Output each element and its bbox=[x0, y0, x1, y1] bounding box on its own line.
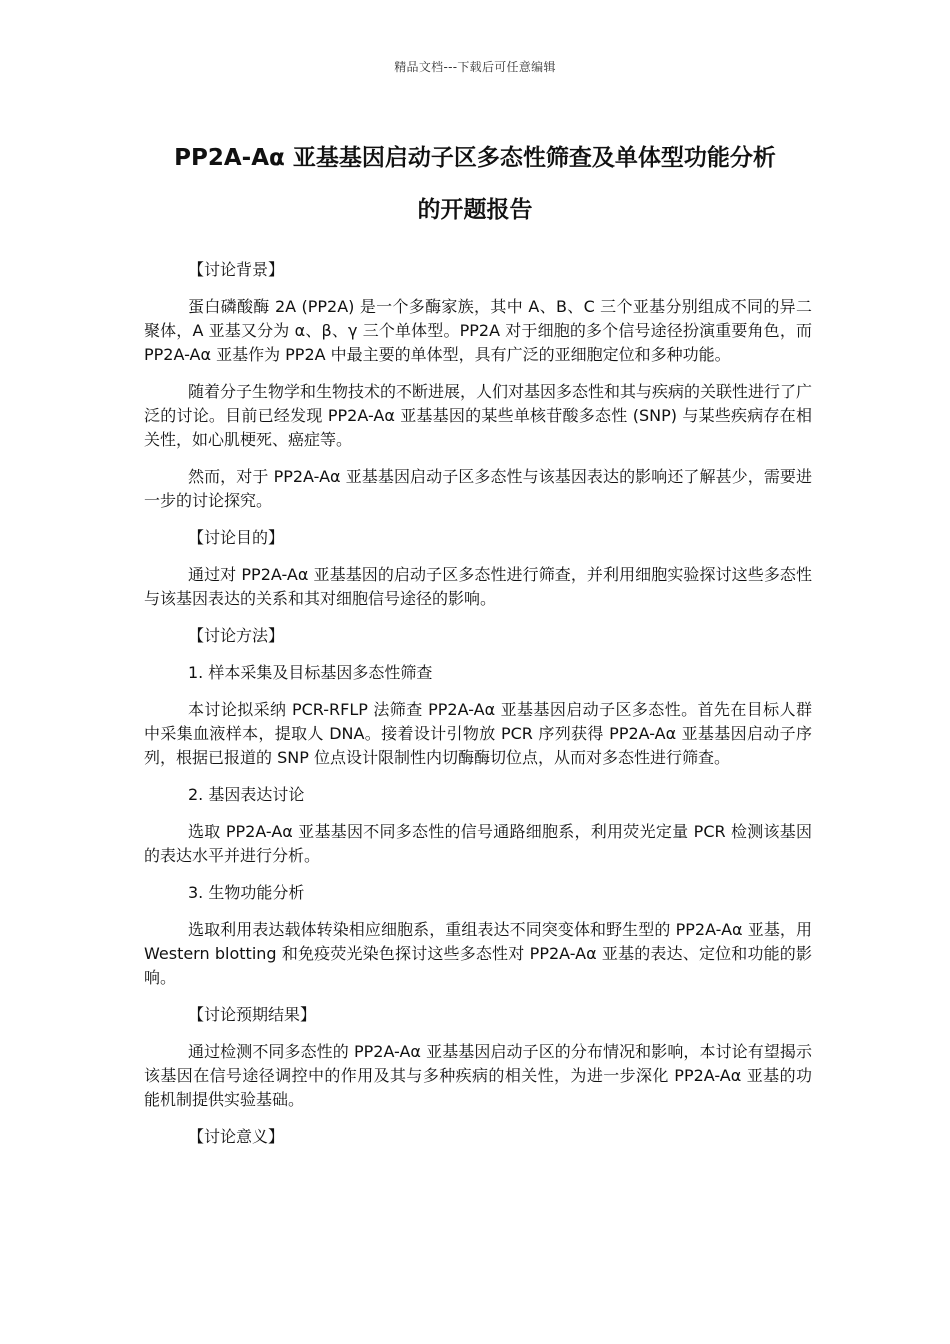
paragraph: 选取利用表达载体转染相应细胞系，重组表达不同突变体和野生型的 PP2A-Aα 亚基，用 Western blotting 和免疫荧光染色探讨这些多态性对 PP2A-Aα 亚基的表达、定位和功能的影响。 bbox=[144, 920, 812, 987]
section-heading-purpose: 【讨论目的】 bbox=[188, 528, 285, 547]
document-body bbox=[144, 258, 812, 1162]
document-title bbox=[110, 132, 840, 236]
section-heading-background: 【讨论背景】 bbox=[188, 260, 285, 279]
subheading-function: 3. 生物功能分析 bbox=[188, 883, 305, 902]
paragraph: 随着分子生物学和生物技术的不断进展，人们对基因多态性和其与疾病的关联性进行了广泛的讨论。目前已经发现 PP2A-Aα 亚基基因的某些单核苷酸多态性 (SNP) 与某些疾病存在相关性，如心肌梗死、癌症等。 bbox=[144, 382, 813, 449]
paragraph: 通过检测不同多态性的 PP2A-Aα 亚基基因启动子区的分布情况和影响，本讨论有望揭示该基因在信号途径调控中的作用及其与多种疾病的相关性，为进一步深化 PP2A-Aα 亚基的功能机制提供实验基础。 bbox=[144, 1042, 812, 1109]
section-heading-significance: 【讨论意义】 bbox=[188, 1127, 285, 1146]
subheading-sampling: 1. 样本采集及目标基因多态性筛查 bbox=[188, 663, 433, 682]
section-heading-methods: 【讨论方法】 bbox=[188, 626, 285, 645]
paragraph: 选取 PP2A-Aα 亚基基因不同多态性的信号通路细胞系，利用荧光定量 PCR 检测该基因的表达水平并进行分析。 bbox=[144, 822, 812, 865]
title-line-1: PP2A-Aα 亚基基因启动子区多态性筛查及单体型功能分析 bbox=[174, 145, 776, 171]
paragraph: 本讨论拟采纳 PCR-RFLP 法筛查 PP2A-Aα 亚基基因启动子区多态性。首先在目标人群中采集血液样本，提取人 DNA。接着设计引物放 PCR 序列获得 PP2A-Aα 亚基基因启动子序列，根据已报道的 SNP 位点设计限制性内切酶酶切位点，从而对多态性进行筛查。 bbox=[144, 700, 812, 767]
paragraph: 然而，对于 PP2A-Aα 亚基基因启动子区多态性与该基因表达的影响还了解甚少，需要进一步的讨论探究。 bbox=[144, 467, 812, 510]
paragraph: 蛋白磷酸酶 2A (PP2A) 是一个多酶家族，其中 A、B、C 三个亚基分别组成不同的异二聚体，A 亚基又分为 α、β、γ 三个单体型。PP2A 对于细胞的多个信号途径扮演重要角色，而 PP2A-Aα 亚基作为 PP2A 中最主要的单体型，具有广泛的亚细胞定位和多种功能。 bbox=[144, 297, 812, 364]
section-heading-expected: 【讨论预期结果】 bbox=[188, 1005, 317, 1024]
page-header: 精品文档---下载后可任意编辑 bbox=[394, 60, 556, 74]
subheading-expression: 2. 基因表达讨论 bbox=[188, 785, 305, 804]
paragraph: 通过对 PP2A-Aα 亚基基因的启动子区多态性进行筛查，并利用细胞实验探讨这些多态性与该基因表达的关系和其对细胞信号途径的影响。 bbox=[144, 565, 812, 608]
title-line-2: 的开题报告 bbox=[417, 197, 533, 223]
